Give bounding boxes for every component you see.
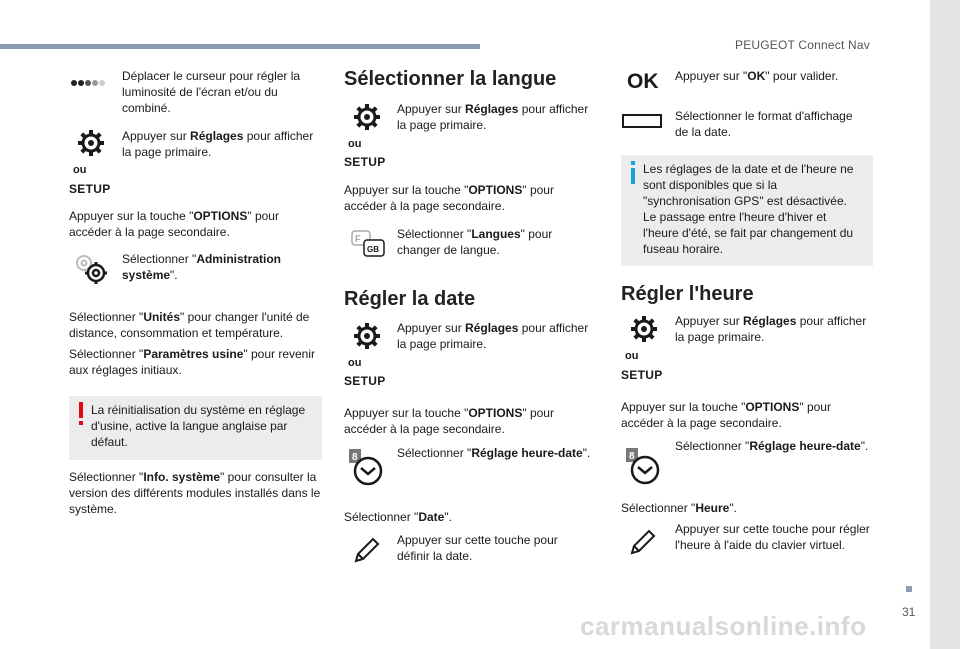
setup-button-label: SETUP [69,182,111,196]
pencil-edit-icon [628,527,658,557]
date-settings-step: Appuyer sur Réglages pour afficher la page primaire. [397,321,589,351]
settings-gear-icon [353,322,381,350]
lang-options-paragraph: Appuyer sur la touche "OPTIONS" pour accéder à la page secondaire. [344,183,554,213]
settings-gear-icon [630,315,658,343]
lang-settings-step: Appuyer sur Réglages pour afficher la page primaire. [397,102,589,132]
settings-gear-icon [77,129,105,157]
define-date-step: Appuyer sur cette touche pour définir la date. [397,533,558,563]
select-date-paragraph: Sélectionner "Date". [344,510,452,524]
running-header: PEUGEOT Connect Nav [735,38,870,52]
clock-number-label: 8 [629,451,635,462]
header-rule [0,44,480,49]
ok-icon-label: OK [627,70,659,92]
section-title-date: Régler la date [344,288,476,310]
watermark: carmanualsonline.info [580,611,867,641]
clock-calendar-icon [348,448,384,488]
section-title-time: Régler l'heure [621,283,754,305]
or-label: ou [348,138,362,150]
flag-gb-label: GB [367,245,379,254]
ok-validate-step: Appuyer sur "OK" pour valider. [675,69,839,83]
or-label: ou [73,164,87,176]
brightness-dots-icon [70,78,106,88]
time-options-paragraph: Appuyer sur la touche "OPTIONS" pour accéder à la page secondaire. [621,400,831,430]
section-title-language: Sélectionner la langue [344,68,557,90]
end-of-page-marker [906,586,912,592]
info-icon [629,161,637,185]
date-time-setting-step: Sélectionner "Réglage heure-date". [397,446,591,460]
setup-button-label: SETUP [344,155,386,169]
units-paragraph: Sélectionner "Unités" pour changer l'unité de distance, consommation et température. [69,310,310,340]
languages-step: Sélectionner "Langues" pour changer de langue. [397,227,553,257]
time-date-setting-step: Sélectionner "Réglage heure-date". [675,439,869,453]
pencil-edit-icon [352,535,382,565]
warning-text: La réinitialisation du système en réglage d'usine, active la langue anglaise par défaut. [91,403,306,449]
date-format-step: Sélectionner le format d'affichage de la date. [675,109,853,139]
select-hour-paragraph: Sélectionner "Heure". [621,501,737,515]
settings-gear-icon [353,103,381,131]
clock-number-label: 8 [352,452,358,463]
ok-button-icon [627,68,661,92]
warning-note [69,396,322,460]
page-side-band [930,0,960,649]
time-settings-step: Appuyer sur Réglages pour afficher la page primaire. [675,314,867,344]
date-format-field-icon [622,114,662,128]
info-text-dst: Le passage entre l'heure d'hiver et l'heure d'été, se fait par changement du fuseau horaire. [643,210,854,256]
system-info-paragraph: Sélectionner "Info. système" pour consulter la version des différents modules installés dans le système. [69,470,321,516]
setup-button-label: SETUP [344,374,386,388]
page-number: 31 [902,605,916,619]
info-note [621,155,873,266]
factory-settings-paragraph: Sélectionner "Paramètres usine" pour revenir aux réglages initiaux. [69,347,315,377]
or-label: ou [625,350,639,362]
brightness-step-text: Déplacer le curseur pour régler la luminosité de l'écran et/ou du combiné. [122,69,301,115]
language-flags-icon [351,230,387,260]
settings-step-text: Appuyer sur Réglages pour afficher la page primaire. [122,129,314,159]
or-label: ou [348,357,362,369]
info-text: Les réglages de la date et de l'heure ne sont disponibles que si la "synchronisation GPS" est désactivée. [643,162,854,208]
admin-system-step: Sélectionner "Administration système". [122,252,281,282]
set-time-step: Appuyer sur cette touche pour régler l'heure à l'aide du clavier virtuel. [675,522,870,552]
double-gear-icon [72,251,110,287]
setup-button-label: SETUP [621,368,663,382]
flag-f-label: F [355,234,361,244]
warning-exclamation-icon [77,402,85,426]
clock-calendar-icon [625,447,661,487]
options-paragraph: Appuyer sur la touche "OPTIONS" pour accéder à la page secondaire. [69,209,279,239]
date-options-paragraph: Appuyer sur la touche "OPTIONS" pour accéder à la page secondaire. [344,406,554,436]
